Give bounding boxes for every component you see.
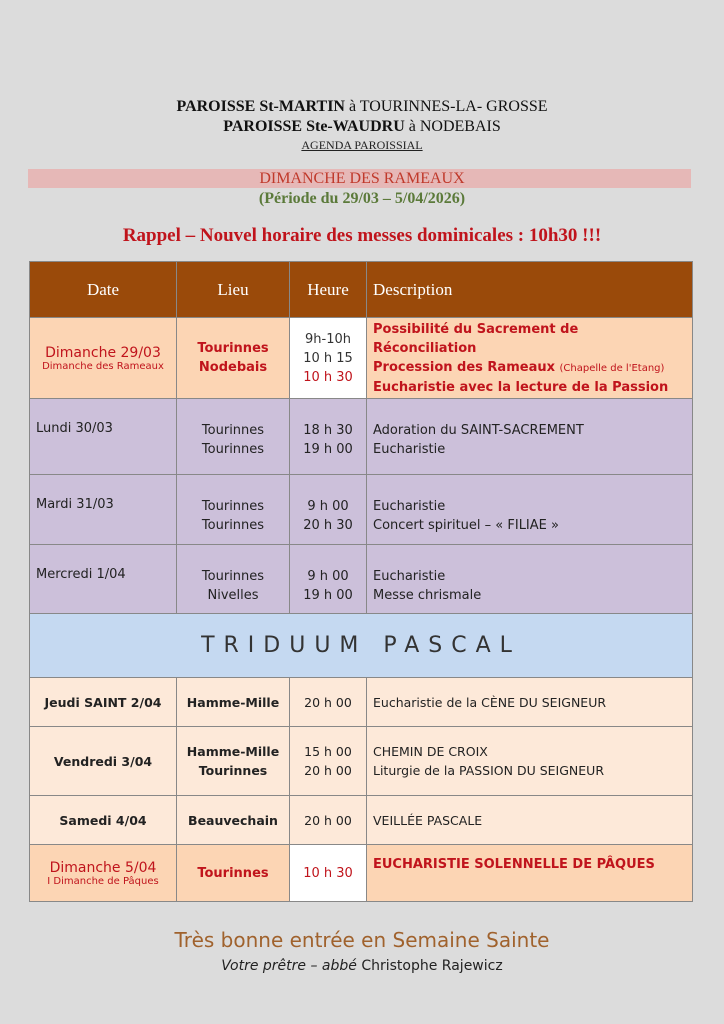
text: 20 h 00 (304, 763, 352, 778)
line (373, 516, 686, 535)
heure-cell (290, 318, 367, 399)
description-cell (367, 545, 693, 614)
date-cell (30, 678, 177, 727)
text: 20 h 00 (304, 694, 352, 710)
line (373, 567, 686, 586)
description-cell (367, 845, 693, 902)
line (183, 497, 283, 516)
date-cell (30, 796, 177, 845)
text: Messe chrismale (373, 588, 482, 603)
line (183, 864, 283, 883)
date: Samedi 4/04 (59, 812, 147, 828)
text: Liturgie de la PASSION DU SEIGNEUR (373, 763, 604, 778)
date-subtitle: Dimanche des Rameaux (42, 360, 164, 372)
line (296, 497, 360, 516)
heure-cell (290, 399, 367, 475)
table-header (30, 262, 693, 318)
text: 19 h 00 (303, 588, 353, 603)
table-row (30, 318, 693, 399)
line (373, 421, 686, 440)
text: Tourinnes (198, 763, 268, 778)
heure-cell (290, 727, 367, 796)
table-row (30, 399, 693, 475)
period: (Période du 29/03 – 5/04/2026) (258, 190, 466, 207)
line (183, 440, 283, 459)
text: 15 h 00 (304, 744, 352, 759)
line (183, 811, 283, 830)
lieu-cell (177, 845, 290, 902)
text: Possibilité du Sacrement de Réconciliation (373, 321, 579, 356)
date-cell (30, 845, 177, 902)
date: Jeudi SAINT 2/04 (44, 694, 162, 710)
line (183, 742, 283, 761)
line (183, 693, 283, 712)
date-cell (30, 545, 177, 614)
signature: Votre prêtre – abbé Christophe Rajewicz (221, 958, 503, 974)
text: 10 h 30 (303, 865, 353, 881)
line (373, 497, 686, 516)
triduum-banner (30, 614, 693, 678)
table-row (30, 545, 693, 614)
text: VEILLÉE PASCALE (373, 812, 483, 828)
table-row (30, 727, 693, 796)
text: 9 h 00 (307, 569, 349, 584)
text: Concert spirituel – « FILIAE » (373, 518, 559, 533)
text: 9 h 00 (307, 499, 349, 514)
table-row (30, 475, 693, 545)
line (373, 320, 686, 358)
table-row (30, 845, 693, 902)
text: 20 h 00 (304, 812, 352, 828)
table-row (30, 796, 693, 845)
agenda-label: AGENDA PAROISSIAL (301, 138, 423, 152)
date: Dimanche 5/04 (49, 859, 157, 876)
parish-line-1: PAROISSE St-MARTIN à TOURINNES-LA- GROSSE (176, 98, 548, 115)
text: CHEMIN DE CROIX (373, 744, 488, 759)
line (183, 516, 283, 535)
date: Mercredi 1/04 (36, 567, 126, 582)
text: Nivelles (207, 588, 259, 603)
col-description: Description (367, 262, 693, 318)
reminder: Rappel – Nouvel horaire des messes dominicales : 10h30 !!! (122, 225, 602, 246)
text: Eucharistie avec la lecture de la Passion (373, 379, 669, 395)
line (373, 586, 686, 605)
date-cell (30, 727, 177, 796)
date: Lundi 30/03 (36, 421, 113, 436)
text: Tourinnes (201, 569, 265, 584)
line (373, 855, 686, 874)
line (183, 358, 283, 377)
text: Eucharistie de la CÈNE DU SEIGNEUR (373, 694, 607, 710)
line (296, 349, 360, 368)
text: Hamme-Mille (186, 694, 280, 710)
description-cell (367, 318, 693, 399)
line (373, 378, 686, 397)
line (373, 811, 686, 830)
date: Dimanche 29/03 (45, 344, 161, 361)
date-cell (30, 318, 177, 399)
line (296, 693, 360, 712)
heure-cell (290, 678, 367, 727)
line (296, 567, 360, 586)
text: 10 h 15 (303, 350, 353, 366)
text: Eucharistie (373, 499, 446, 514)
page-title: DIMANCHE DES RAMEAUX (259, 170, 465, 187)
text: 20 h 30 (303, 518, 353, 533)
description-cell (367, 796, 693, 845)
parish-line-2: PAROISSE Ste-WAUDRU à NODEBAIS (223, 118, 501, 135)
triduum-title: TRIDUUM PASCAL (30, 614, 693, 678)
lieu-cell (177, 475, 290, 545)
line (373, 440, 686, 459)
line (296, 742, 360, 761)
line (183, 339, 283, 358)
text: Tourinnes (197, 341, 269, 356)
date: Vendredi 3/04 (53, 753, 153, 769)
line (296, 368, 360, 387)
line (183, 761, 283, 780)
line (183, 567, 283, 586)
lieu-cell (177, 727, 290, 796)
schedule-table (29, 261, 693, 902)
description-cell (367, 399, 693, 475)
description-cell (367, 475, 693, 545)
text: Beauvechain (188, 812, 278, 828)
text: Hamme-Mille (186, 744, 280, 759)
text: Eucharistie (373, 442, 446, 457)
lieu-cell (177, 678, 290, 727)
date-subtitle: I Dimanche de Pâques (47, 875, 159, 887)
line (373, 761, 686, 780)
heure-cell (290, 845, 367, 902)
description-cell (367, 678, 693, 727)
text: 19 h 00 (303, 442, 353, 457)
heure-cell (290, 545, 367, 614)
text: Tourinnes (201, 423, 265, 438)
text: Tourinnes (201, 518, 265, 533)
text: Nodebais (198, 360, 268, 375)
text: Adoration du SAINT-SACREMENT (373, 423, 584, 438)
text: EUCHARISTIE SOLENNELLE DE PÂQUES (373, 857, 655, 872)
line (183, 421, 283, 440)
line (296, 811, 360, 830)
lieu-cell (177, 399, 290, 475)
description-cell (367, 727, 693, 796)
line (296, 330, 360, 349)
text: Tourinnes (201, 499, 265, 514)
line (373, 742, 686, 761)
line (296, 864, 360, 883)
text: 18 h 30 (303, 423, 353, 438)
col-lieu: Lieu (177, 262, 290, 318)
col-date: Date (30, 262, 177, 318)
date-cell (30, 399, 177, 475)
line (296, 440, 360, 459)
text: Eucharistie (373, 569, 446, 584)
greeting: Très bonne entrée en Semaine Sainte (174, 928, 550, 952)
date-cell (30, 475, 177, 545)
date: Mardi 31/03 (36, 497, 114, 512)
line (296, 421, 360, 440)
table-row (30, 678, 693, 727)
text: 10 h 30 (303, 369, 353, 385)
heure-cell (290, 475, 367, 545)
text: Tourinnes (197, 865, 269, 881)
line (183, 586, 283, 605)
text: Procession des Rameaux (373, 359, 555, 375)
col-heure: Heure (290, 262, 367, 318)
heure-cell (290, 796, 367, 845)
lieu-cell (177, 545, 290, 614)
line (296, 516, 360, 535)
text: 9h-10h (305, 331, 351, 347)
line (296, 586, 360, 605)
desc-note: (Chapelle de l'Etang) (559, 362, 665, 374)
line (373, 358, 686, 378)
lieu-cell (177, 796, 290, 845)
text: Tourinnes (201, 442, 265, 457)
lieu-cell (177, 318, 290, 399)
line (373, 693, 686, 712)
line (296, 761, 360, 780)
